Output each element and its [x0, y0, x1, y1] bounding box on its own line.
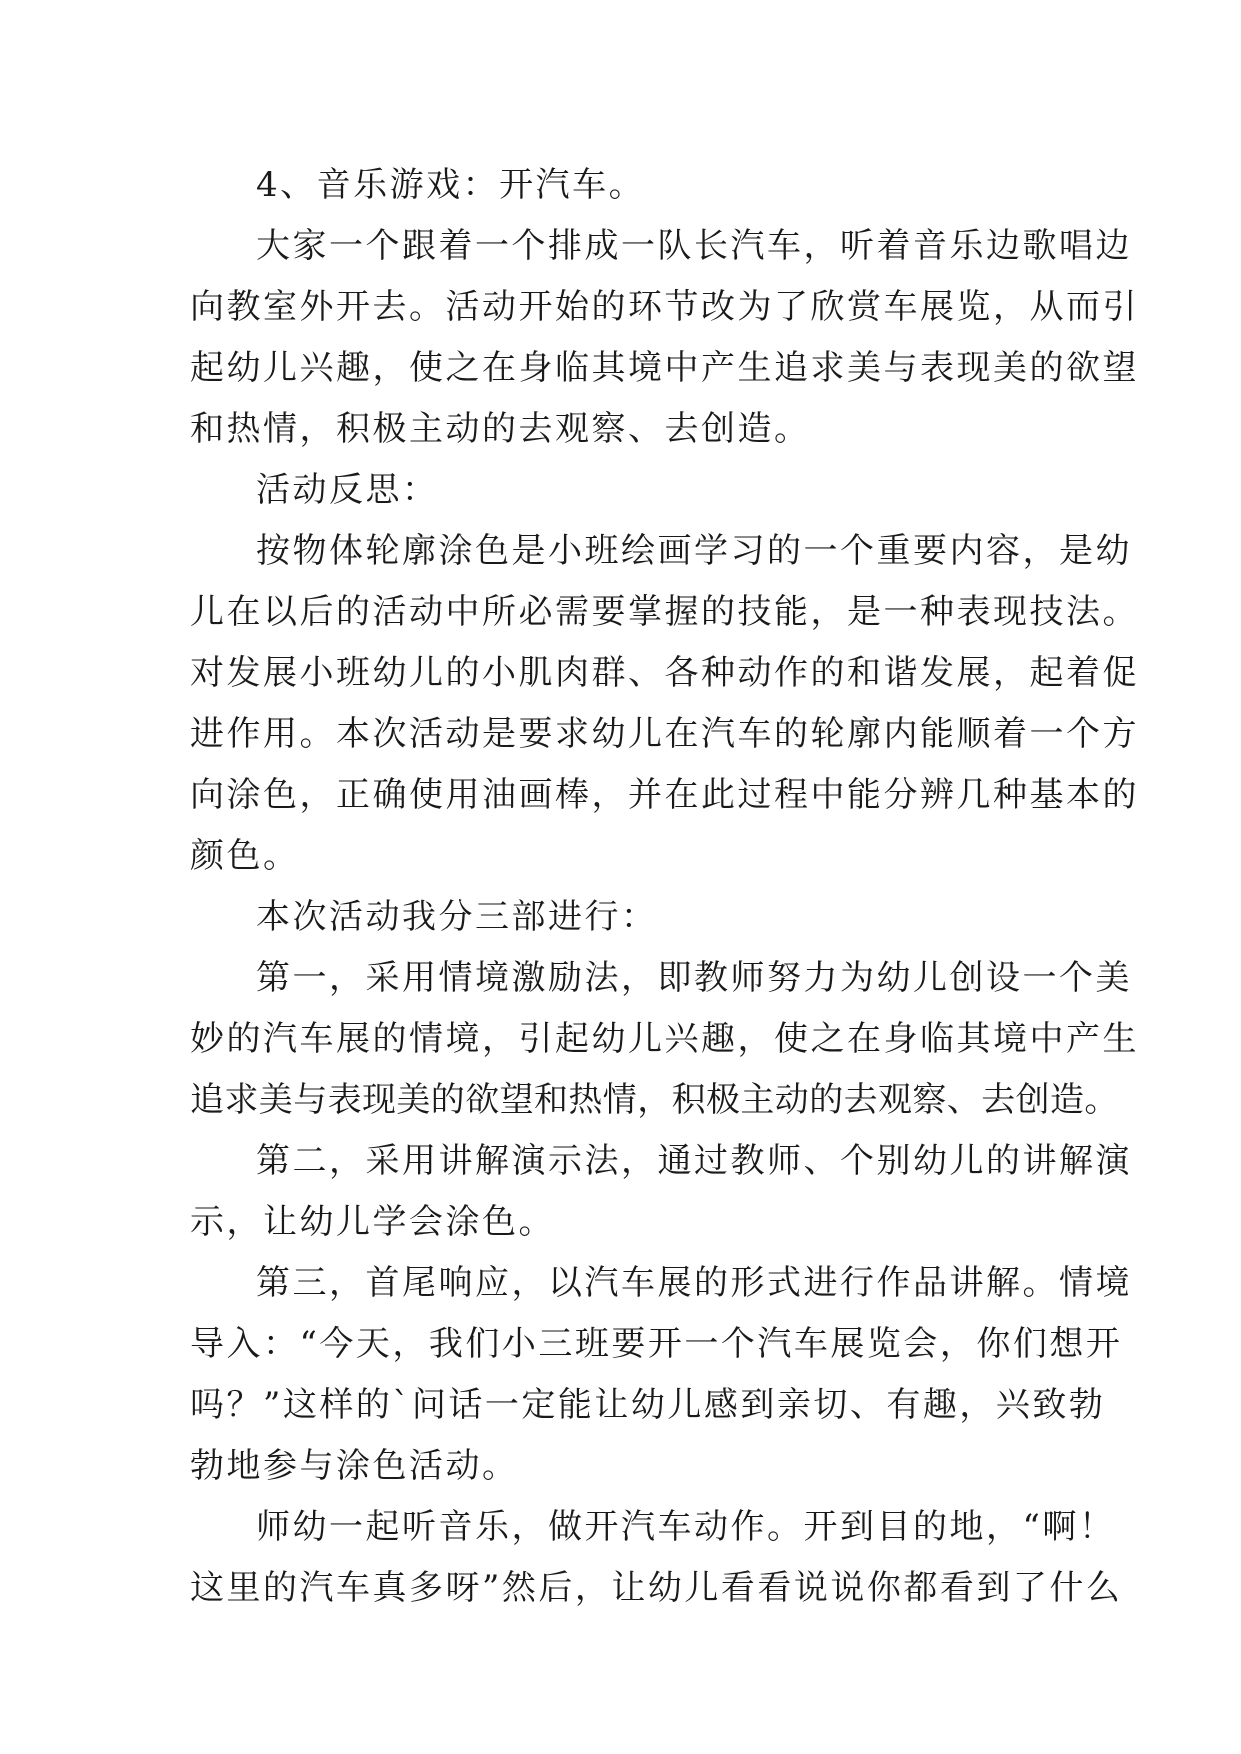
text-line: 对发展小班幼儿的小肌肉群、各种动作的和谐发展，起着促 [190, 653, 1139, 693]
text-line: 和热情，积极主动的去观察、去创造。 [190, 409, 811, 449]
text-line: 师幼一起听音乐，做开汽车动作。开到目的地，“啊！ [256, 1507, 1116, 1547]
text-line: 第二，采用讲解演示法，通过教师、个别幼儿的讲解演 [256, 1141, 1132, 1181]
text-line: 导入：“今天，我们小三班要开一个汽车展览会，你们想开 [190, 1324, 1123, 1364]
text-line: 颜色。 [190, 836, 300, 876]
text-line: 勃地参与涂色活动。 [190, 1446, 519, 1486]
text-line: 第一，采用情境激励法，即教师努力为幼儿创设一个美 [256, 958, 1132, 998]
text-line: 进作用。本次活动是要求幼儿在汽车的轮廓内能顺着一个方 [190, 714, 1139, 754]
text-line: 向教室外开去。活动开始的环节改为了欣赏车展览，从而引 [190, 287, 1139, 327]
text-line: 儿在以后的活动中所必需要掌握的技能，是一种表现技法。 [190, 592, 1139, 632]
text-line: 本次活动我分三部进行： [256, 897, 658, 937]
text-line: 这里的汽车真多呀”然后，让幼儿看看说说你都看到了什么 [190, 1568, 1123, 1608]
text-line: 示，让幼儿学会涂色。 [190, 1202, 555, 1242]
section-heading: 活动反思： [256, 470, 439, 510]
document-body [190, 155, 1139, 1619]
text-line: 大家一个跟着一个排成一队长汽车，听着音乐边歌唱边 [256, 226, 1132, 266]
text-line: 向涂色，正确使用油画棒，并在此过程中能分辨几种基本的 [190, 775, 1139, 815]
text-line: 4、音乐游戏：开汽车。 [256, 165, 646, 205]
text-line: 妙的汽车展的情境，引起幼儿兴趣，使之在身临其境中产生 [190, 1019, 1139, 1059]
text-line: 第三，首尾响应，以汽车展的形式进行作品讲解。情境 [256, 1263, 1132, 1303]
text-line: 吗？”这样的`问话一定能让幼儿感到亲切、有趣，兴致勃 [190, 1385, 1106, 1425]
text-line: 起幼儿兴趣，使之在身临其境中产生追求美与表现美的欲望 [190, 348, 1139, 388]
text-line: 追求美与表现美的欲望和热情，积极主动的去观察、去创造。 [190, 1080, 1119, 1120]
text-line: 按物体轮廓涂色是小班绘画学习的一个重要内容，是幼 [256, 531, 1132, 571]
